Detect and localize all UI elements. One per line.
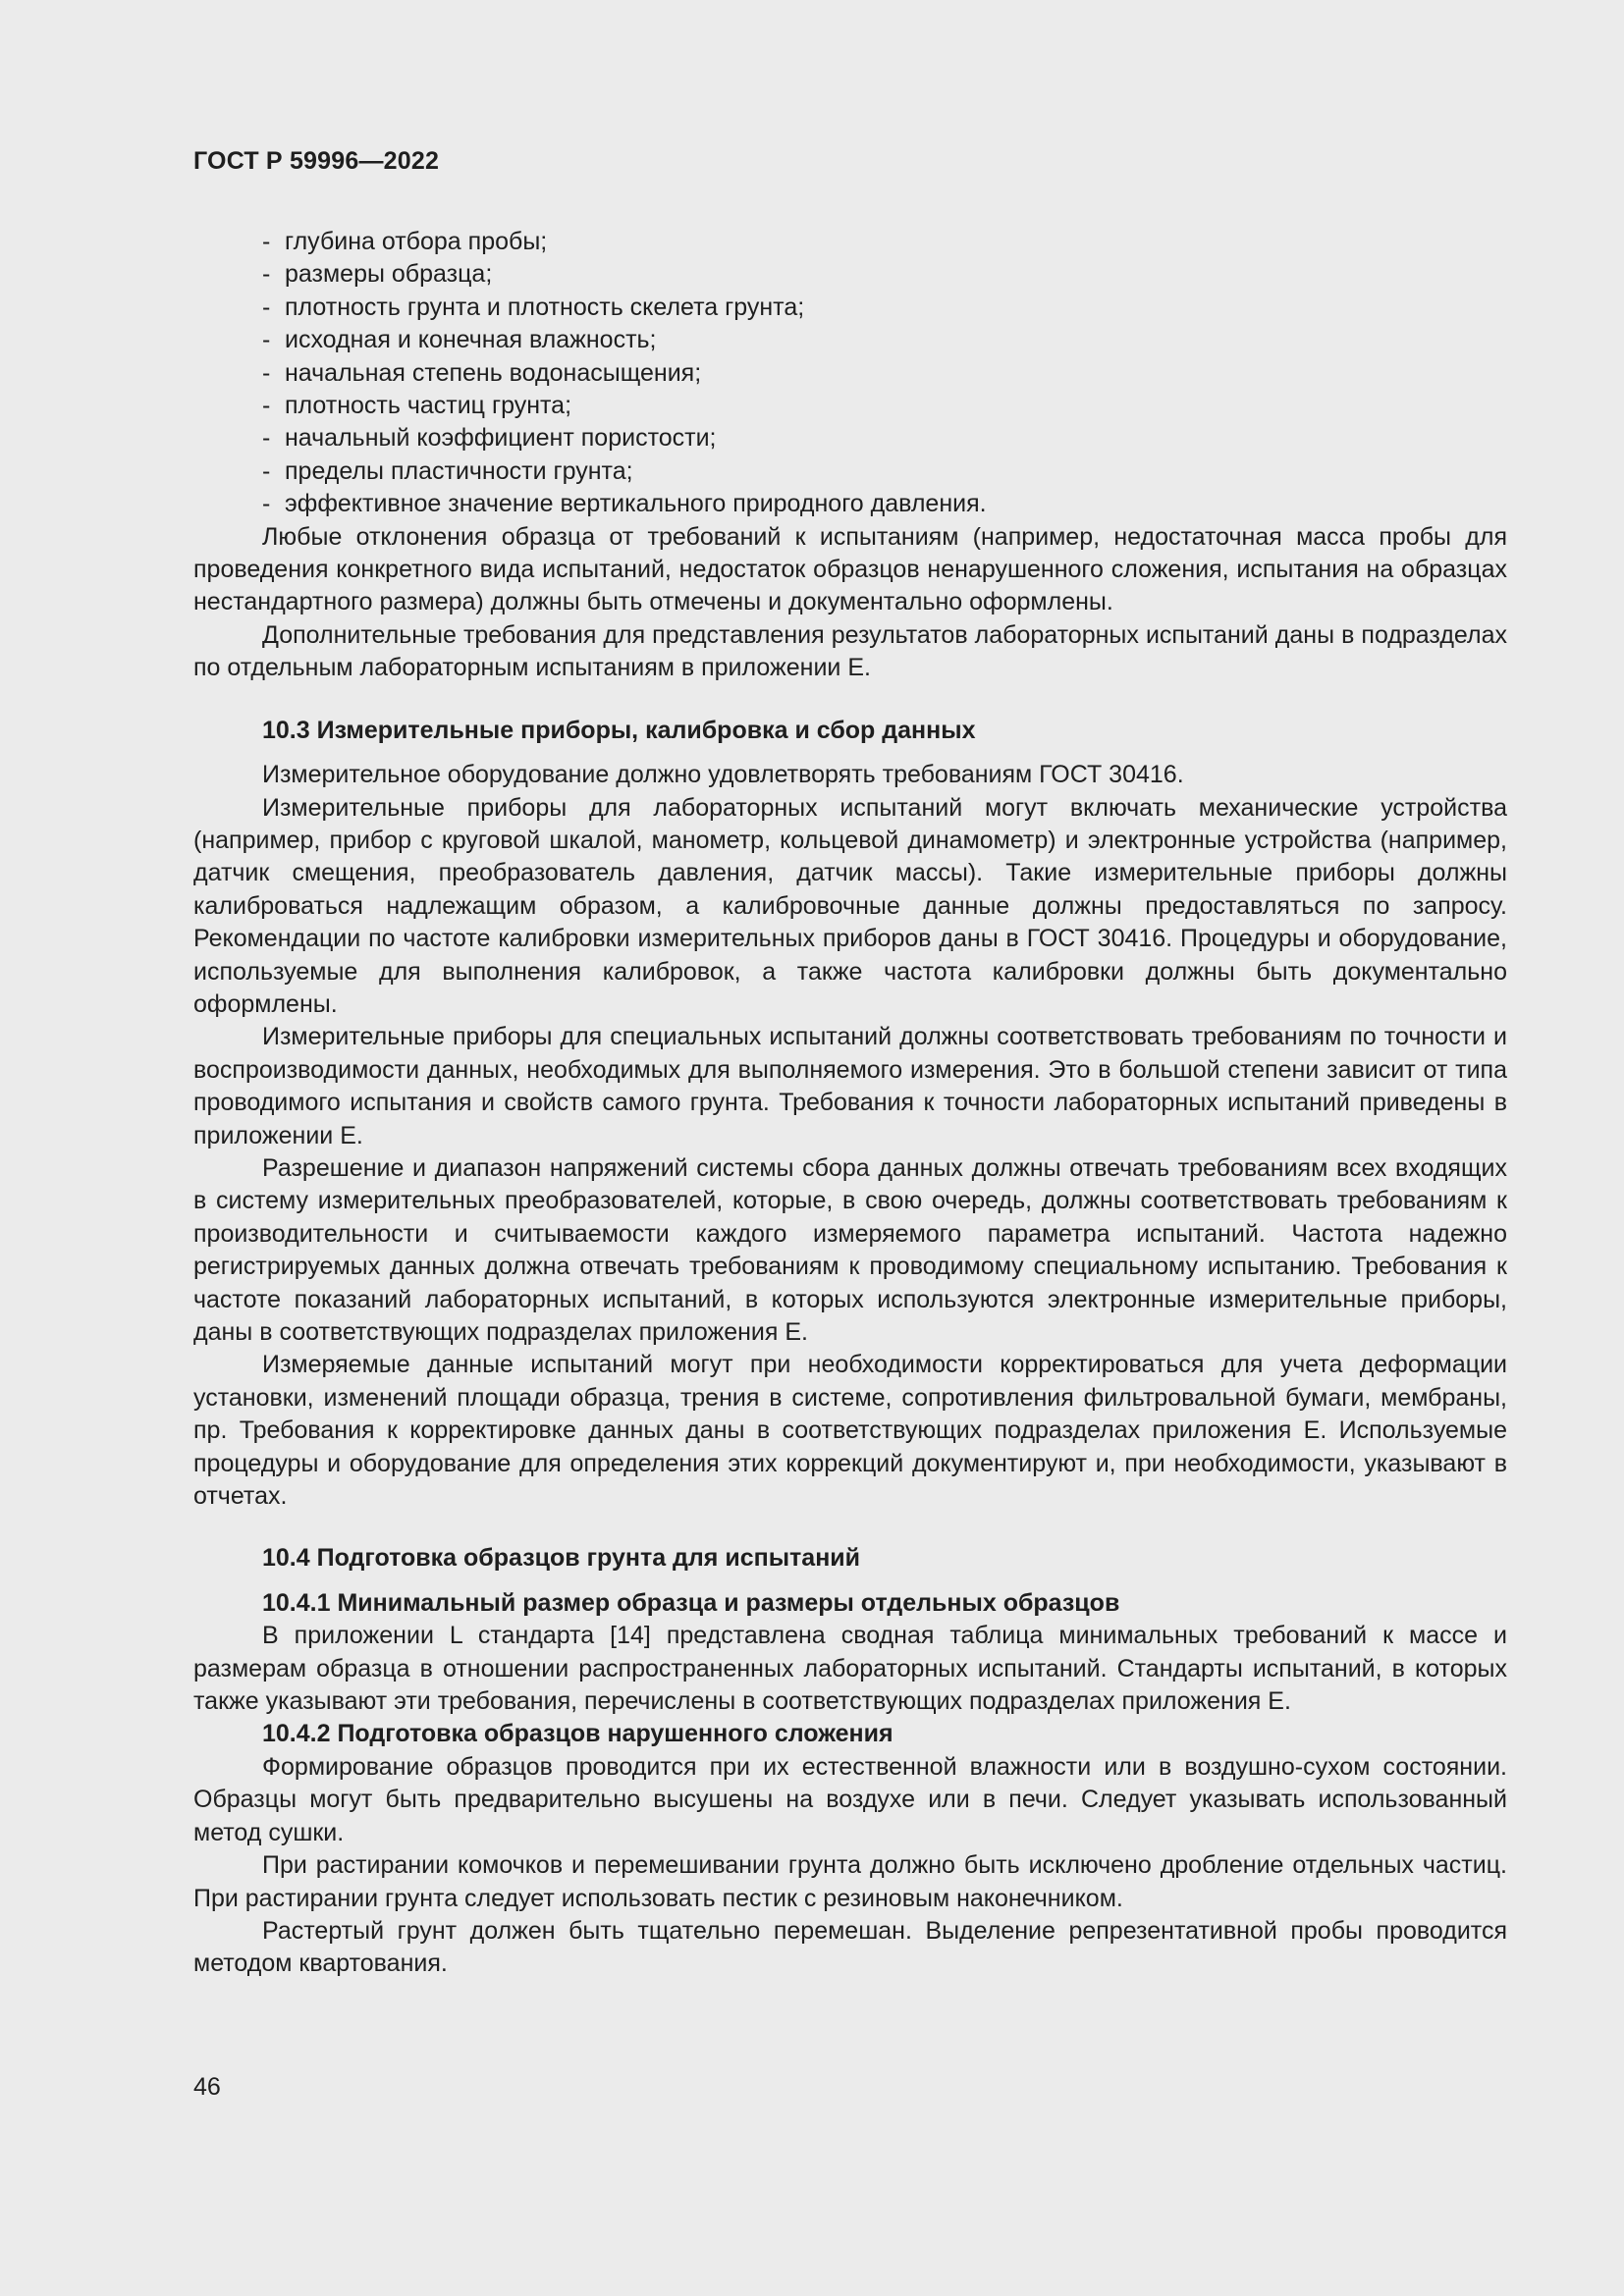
- list-item: [193, 258, 1507, 291]
- list-item: [193, 390, 1507, 422]
- list-item-text: пределы пластичности грунта;: [285, 456, 633, 485]
- paragraph: Дополнительные требования для представления результатов лабораторных испытаний даны в подразделах по отдельным лабораторным испытаниям в приложении Е.: [193, 620, 1507, 682]
- list-item-text: глубина отбора пробы;: [285, 228, 548, 255]
- list-dash: -: [262, 358, 271, 387]
- list-item-text: эффективное значение вертикального природного давления.: [285, 490, 987, 518]
- list-item: [193, 455, 1507, 488]
- list-dash: -: [262, 490, 271, 518]
- list-item: [193, 422, 1507, 454]
- paragraph: В приложении L стандарта [14] представлена сводная таблица минимальных требований к массе и размерам образца в отношении распространенных лабораторных испытаний. Стандарты испытаний, в которых также указывают эти требования, перечислены в соответствующих подразделах приложения Е.: [193, 1622, 1507, 1716]
- list-dash: -: [262, 326, 271, 354]
- list-item-text: плотность частиц грунта;: [285, 392, 572, 420]
- list-item-text: начальный коэффициент пористости;: [285, 424, 717, 453]
- paragraph: Формирование образцов проводится при их естественной влажности или в воздушно-сухом состоянии. Образцы могут быть предварительно высушены на воздухе или в печи. Следует указывать использованный метод сушки.: [193, 1752, 1507, 1846]
- list-dash: -: [262, 293, 271, 321]
- section-heading-10-4: 10.4 Подготовка образцов грунта для испытаний: [262, 1544, 861, 1573]
- list-item: [193, 488, 1507, 520]
- list-item-text: начальная степень водонасыщения;: [285, 358, 702, 387]
- paragraph: Растертый грунт должен быть тщательно перемешан. Выделение репрезентативной пробы проводится методом квартования.: [193, 1916, 1507, 1978]
- paragraph: Измерительные приборы для лабораторных испытаний могут включать механические устройства (например, прибор с круговой шкалой, манометр, кольцевой динамометр) и электронные устройства (например, датчик смещения, преобразователь давления, датчик массы). Такие измерительные приборы должны калиброваться надлежащим образом, а калибровочные данные должны предоставляться по запросу. Рекомендации по частоте калибровки измерительных приборов даны в ГОСТ 30416. Процедуры и оборудование, используемые для выполнения калибровок, а также частота калибровки должны быть документально оформлены.: [193, 793, 1507, 1018]
- list-dash: -: [262, 228, 271, 255]
- list-dash: -: [262, 260, 271, 289]
- paragraph: Любые отклонения образца от требований к испытаниям (например, недостаточная масса пробы для проведения конкретного вида испытаний, недостаток образцов ненарушенного сложения, испытания на образцах нестандартного размера) должны быть отмечены и документально оформлены.: [193, 522, 1507, 616]
- list-item-text: размеры образца;: [285, 260, 493, 289]
- list-item-text: исходная и конечная влажность;: [285, 326, 657, 354]
- subsection-heading-10-4-1: 10.4.1 Минимальный размер образца и размеры отдельных образцов: [262, 1588, 1120, 1617]
- subsection-heading-10-4-2: 10.4.2 Подготовка образцов нарушенного сложения: [262, 1720, 893, 1748]
- list-item: [193, 292, 1507, 324]
- page-content: [193, 226, 1507, 1981]
- section-heading-10-3: 10.3 Измерительные приборы, калибровка и сбор данных: [262, 716, 976, 744]
- list-item: [193, 226, 1507, 258]
- list-item: [193, 324, 1507, 356]
- page-number: 46: [193, 2073, 221, 2101]
- list-item: [193, 357, 1507, 390]
- properties-list: [193, 226, 1507, 521]
- page-header: ГОСТ Р 59996—2022: [193, 147, 440, 175]
- list-dash: -: [262, 392, 271, 420]
- paragraph: Измерительное оборудование должно удовлетворять требованиям ГОСТ 30416.: [262, 761, 1184, 789]
- list-item-text: плотность грунта и плотность скелета грунта;: [285, 293, 805, 321]
- paragraph: Измерительные приборы для специальных испытаний должны соответствовать требованиям по точности и воспроизводимости данных, необходимых для выполняемого измерения. Это в большой степени зависит от типа проводимого испытания и свойств самого грунта. Требования к точности лабораторных испытаний приведены в приложении Е.: [193, 1023, 1507, 1149]
- list-dash: -: [262, 456, 271, 485]
- paragraph: Измеряемые данные испытаний могут при необходимости корректироваться для учета деформации установки, изменений площади образца, трения в системе, сопротивления фильтровальной бумаги, мембраны, пр. Требования к корректировке данных даны в соответствующих подразделах приложения Е. Используемые процедуры и оборудование для определения этих коррекций документируют и, при необходимости, указывают в отчетах.: [193, 1351, 1507, 1511]
- paragraph: Разрешение и диапазон напряжений системы сбора данных должны отвечать требованиям всех входящих в систему измерительных преобразователей, которые, в свою очередь, должны соответствовать требованиям к производительности и считываемости каждого измеряемого параметра испытаний. Частота надежно регистрируемых данных должна отвечать требованиям к проводимому специальному испытанию. Требования к частоте показаний лабораторных испытаний, в которых используются электронные измерительные приборы, даны в соответствующих подразделах приложения Е.: [193, 1153, 1507, 1346]
- list-dash: -: [262, 424, 271, 453]
- paragraph: При растирании комочков и перемешивании грунта должно быть исключено дробление отдельных частиц. При растирании грунта следует использовать пестик с резиновым наконечником.: [193, 1851, 1507, 1912]
